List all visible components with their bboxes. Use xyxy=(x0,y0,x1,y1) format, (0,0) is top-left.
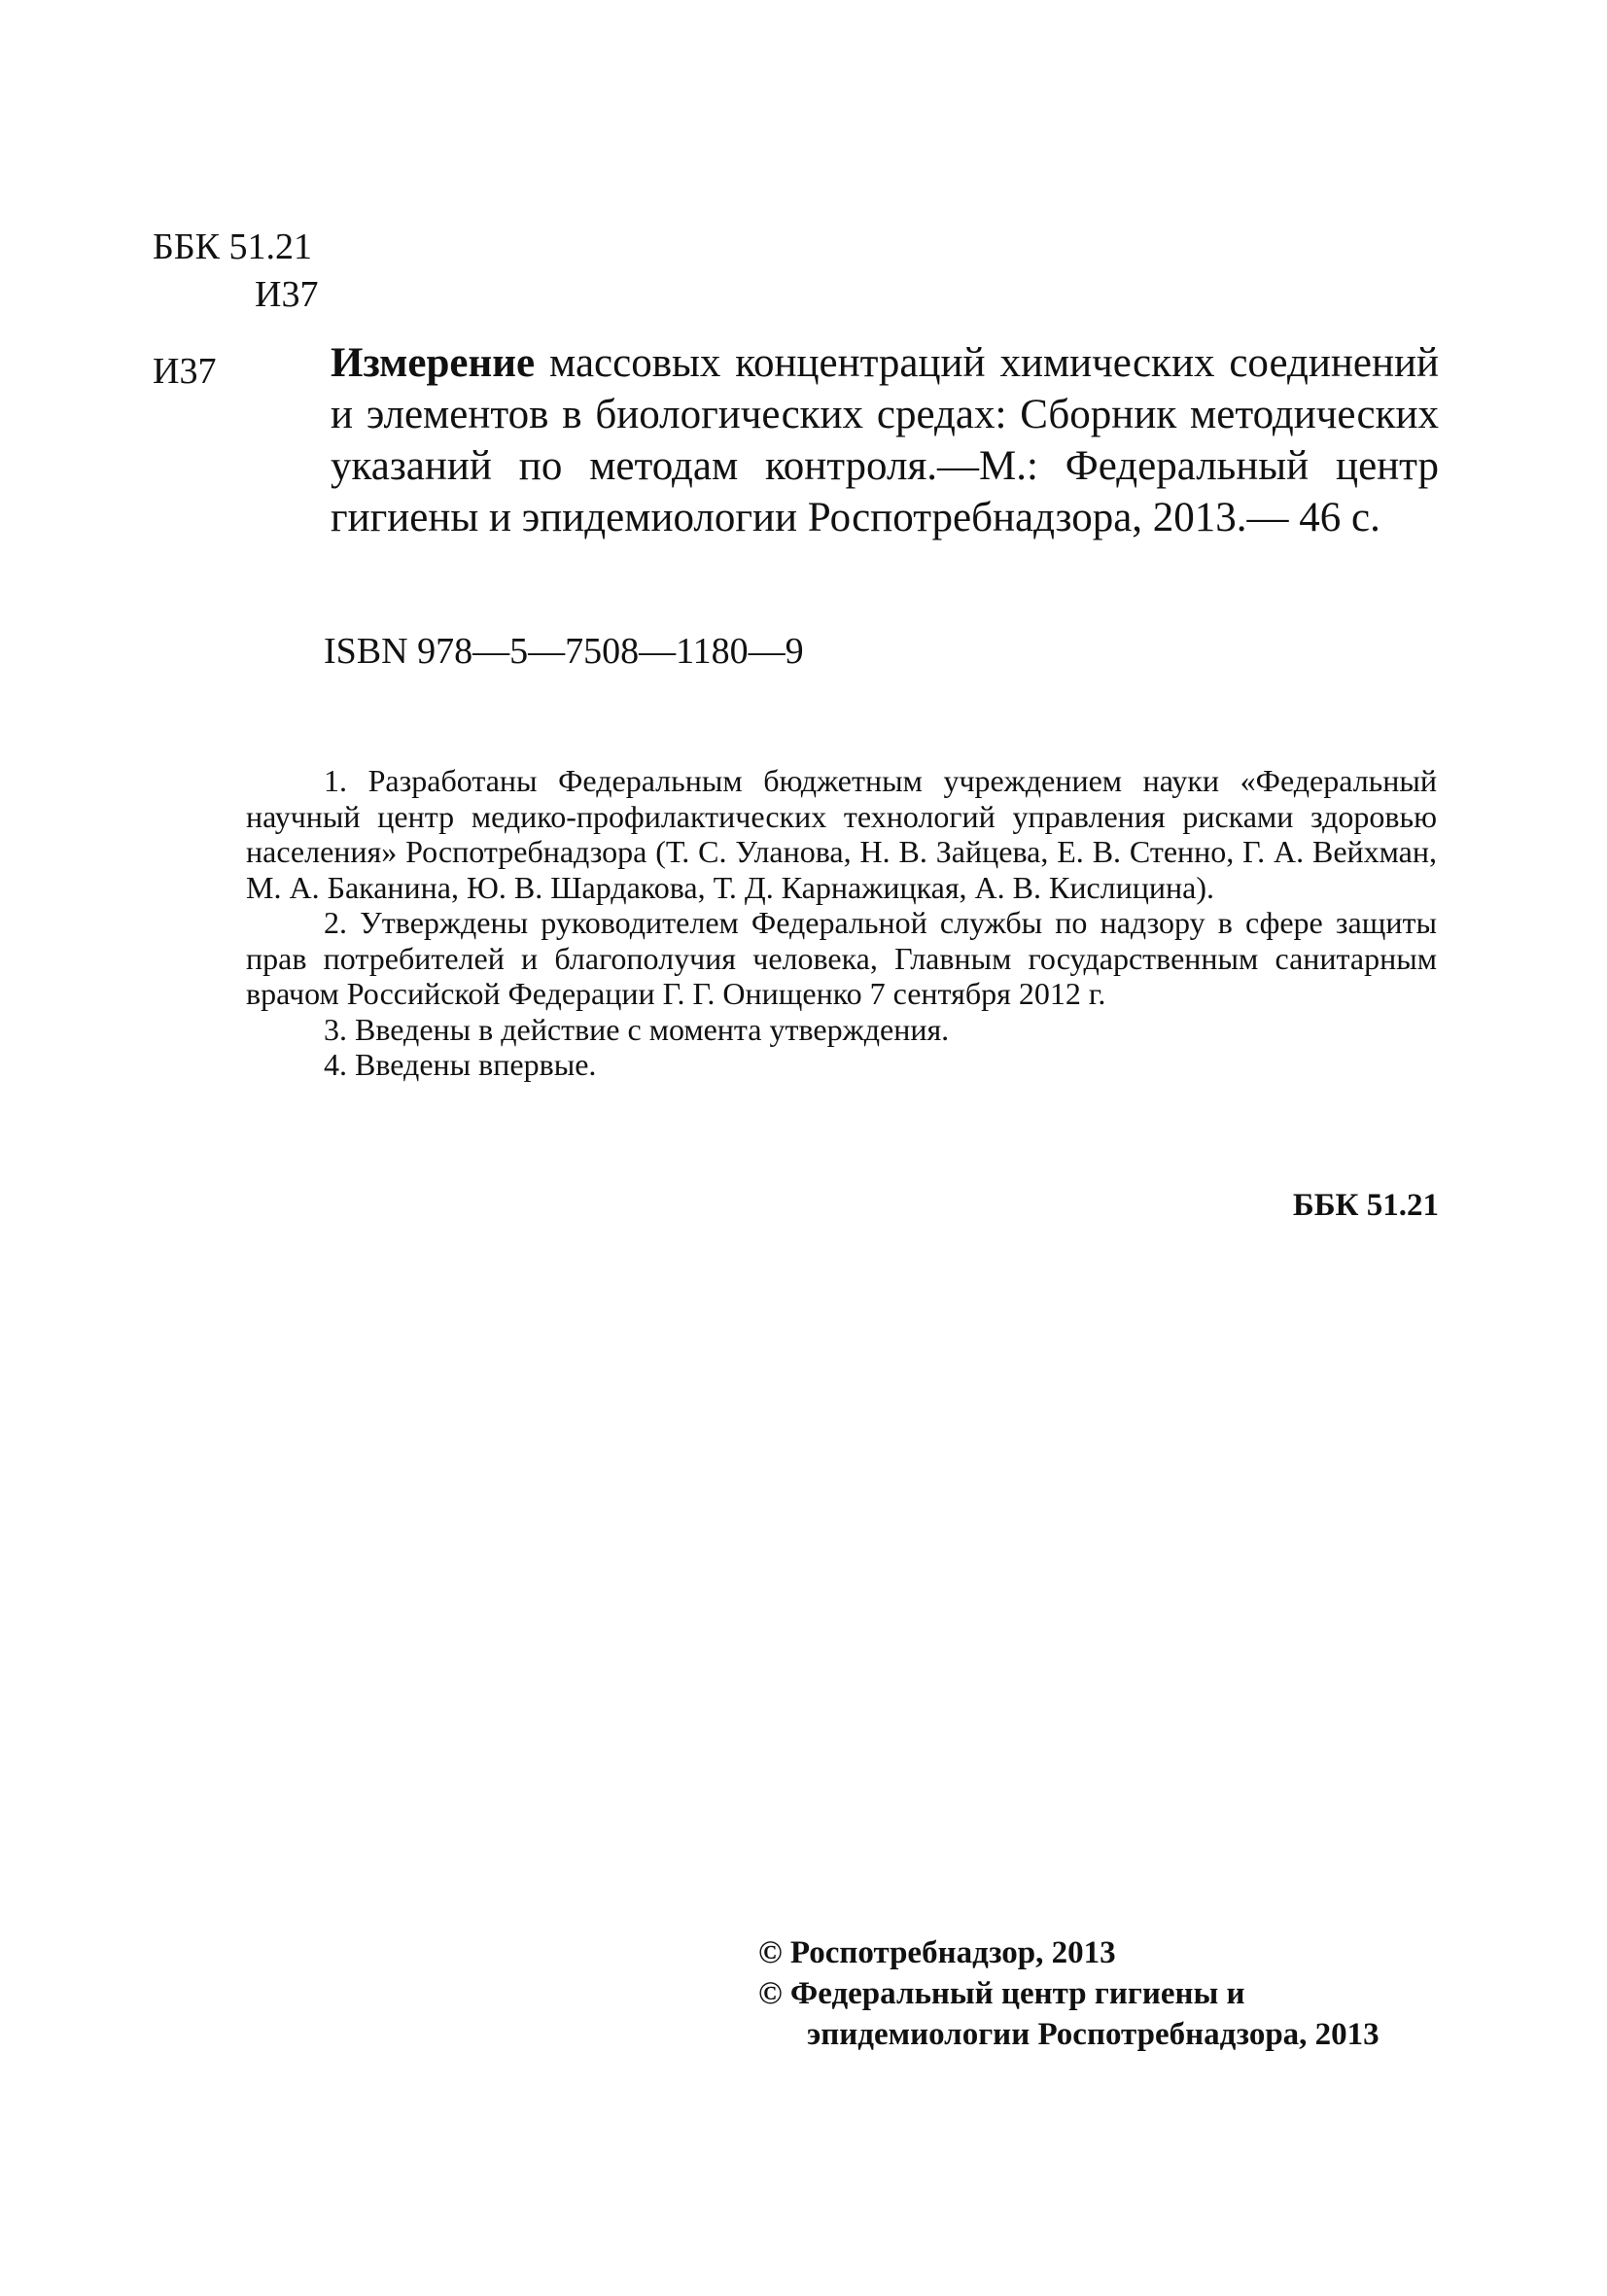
copyright-line-2: © Федеральный центр гигиены и xyxy=(758,1976,1245,2011)
bbk-code: ББК 51.21 xyxy=(153,226,312,267)
copyright-line-1: © Роспотребнадзор, 2013 xyxy=(758,1935,1116,1970)
copyright-block xyxy=(758,1932,1458,2055)
author-mark: И37 xyxy=(255,274,319,315)
entry-author-mark: И37 xyxy=(153,351,217,392)
bibliographic-entry xyxy=(331,337,1439,543)
isbn: ISBN 978—5—7508—1180—9 xyxy=(324,631,804,672)
entry-title-word: Измерение xyxy=(331,340,536,386)
copyright-line-2-continued: эпидемиологии Роспотребнадзора, 2013 xyxy=(807,2017,1380,2052)
note-developers: 1. Разработаны Федеральным бюджетным учреждением науки «Федеральный научный центр медико-профилактических технологий управления рисками здоровью населения» Роспотребнадзора (Т. С. Уланова, Н. В. Зайцева, Е. В. Стенно, Г. А. Вейхман, М. А. Баканина, Ю. В. Шардакова, Т. Д. Карнажицкая, А. В. Кислицина). xyxy=(246,763,1437,905)
entry-description: массовых концентраций химических соединений и элементов в биологических средах: Сборник методических указаний по методам контроля.—М.: Федеральный центр гигиены и эпидемиологии Роспотребнадзора, 2013.— 46 с. xyxy=(331,340,1439,540)
publication-notes xyxy=(246,763,1437,1083)
bbk-index-right: ББК 51.21 xyxy=(1292,1188,1439,1223)
note-first-edition: 4. Введены впервые. xyxy=(324,1047,597,1082)
note-effective: 3. Введены в действие с момента утверждения. xyxy=(324,1011,950,1047)
note-approval: 2. Утверждены руководителем Федеральной службы по надзору в сфере защиты прав потребителей и благополучия человека, Главным государственным санитарным врачом Российской Федерации Г. Г. Онищенко 7 сентября 2012 г. xyxy=(246,905,1437,1011)
